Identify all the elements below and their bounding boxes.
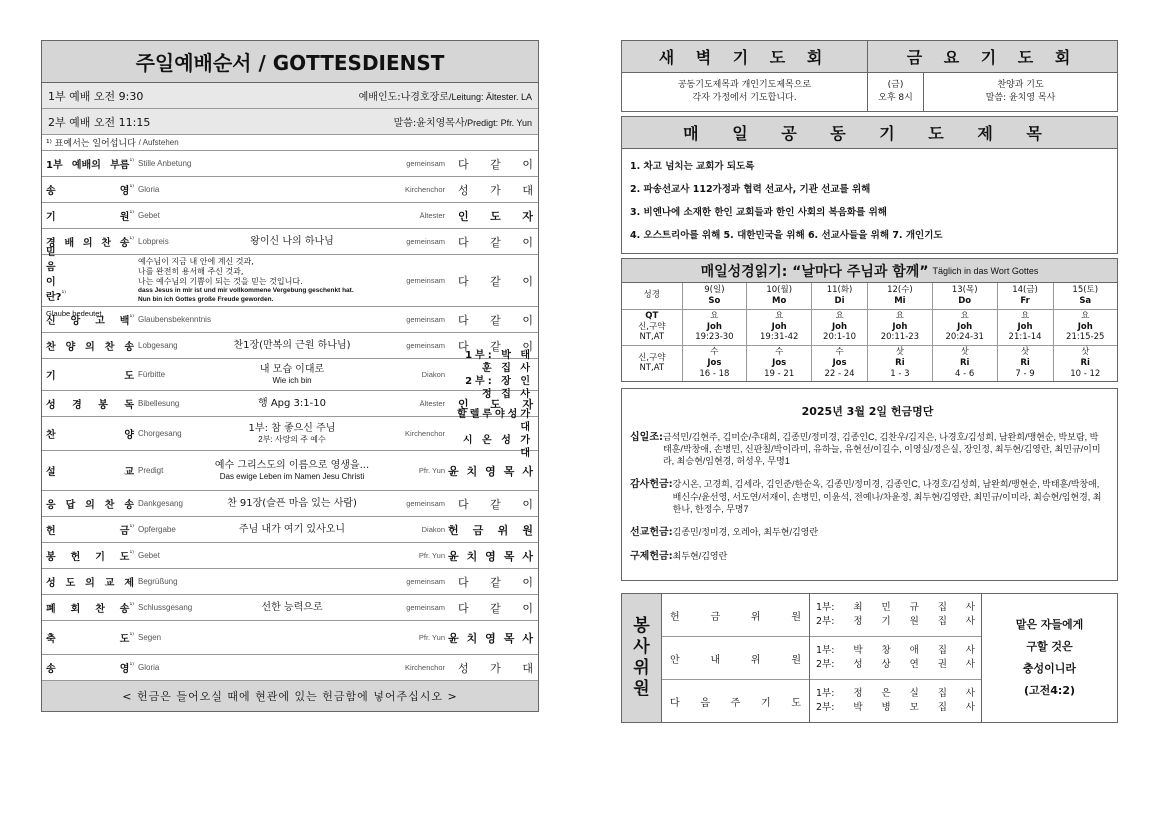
order-item-name: 송 영$^{^{1)}}$ (46, 183, 134, 197)
order-item-name: 성 경 봉 독 (46, 400, 134, 411)
order-row (42, 203, 538, 229)
service-2-time: 2부 예배 오전 11:15 (48, 115, 151, 129)
order-item-role: Pfr. Yun (418, 466, 445, 475)
order-item-role: gemeinsam (406, 577, 445, 586)
order-item-de: Dankgesang (138, 499, 183, 508)
order-row (42, 569, 538, 595)
order-item-performer: 인 도 자 (458, 397, 533, 411)
order-item-content: 주님 내가 여기 있사오니 (238, 523, 346, 535)
reading-head: 성경 (622, 283, 682, 309)
order-item-name: 기 도 (46, 371, 134, 382)
order-item-role: Ältester (419, 399, 445, 408)
order-item-role: gemeinsam (406, 341, 445, 350)
daily-prayer-title: 매 일 공 동 기 도 제 목 (622, 117, 1117, 149)
order-item-name: 설 교 (46, 467, 134, 478)
service-1-header (42, 83, 538, 109)
order-item-name: 찬 양 (46, 430, 134, 441)
order-item-performer: 다 같 이 (458, 339, 533, 353)
nt-cell: 수 Jos 16 - 18 (682, 345, 747, 381)
volunteer-group (810, 637, 981, 680)
order-item-performer: 윤 치 영 목 사 (448, 549, 533, 563)
faith-de-label: Glaube bedeutet, (46, 309, 104, 318)
order-item-performer: 성 가 대 (458, 183, 533, 197)
order-item-name: 신 앙 고 백$^{^{1)}}$ (46, 313, 134, 327)
order-item-de: Segen (138, 633, 162, 642)
order-item-name: 성 도 의 교 제 (46, 578, 134, 589)
thanks-row: 감사헌금: 강시온, 고경희, 김세라, 김인준/한순옥, 김종민/정미경, 김종인C, 나경호/김성희, 남완희/맹현순, 박태훈/박창애, 배신수/윤선영, 서도연/서재이, 손병민, 이윤석, 전예나/차윤정, 최두현/김영란, 최민규/이미라, 최승현/임현경, 최한나, 한정수, 무명7 (630, 479, 1102, 514)
order-item-name: 축 도$^{^{1)}}$ (46, 631, 134, 645)
order-item-performer: 윤 치 영 목 사 (448, 631, 533, 645)
reading-day: 15(토) Sa (1053, 283, 1117, 309)
verse-line: 충성이니라 (1022, 662, 1077, 675)
order-item-role: Pfr. Yun (418, 551, 445, 560)
order-item-role: Ältester (419, 211, 445, 220)
order-item-de: Fürbitte (138, 370, 166, 379)
nt-cell: 삿 Ri 7 - 9 (997, 345, 1053, 381)
order-item-name: 찬 양 의 찬 송 (46, 342, 134, 353)
order-item-name: 1부 예배의 부름$^{^{1)}}$ (46, 157, 134, 171)
order-item-de: Schlussgesang (138, 603, 193, 612)
verse-line: 맡은 자들에게 (1015, 618, 1084, 631)
qt-cell: 요 Joh 20:24-31 (932, 309, 997, 345)
volunteer-role: 안 내 위 원 (662, 637, 809, 680)
order-item-content: 왕이신 나의 하나님 (250, 235, 334, 247)
offering-list (621, 388, 1118, 581)
order-item-role: Kirchenchor (404, 185, 445, 194)
order-item-performer: 헌 금 위 원 (448, 523, 533, 537)
offering-footer-note: < 헌금은 들어오실 때에 현관에 있는 헌금함에 넣어주십시오 > (42, 681, 538, 711)
volunteer-roles (662, 594, 810, 722)
order-item-name: 경 배 의 찬 송$^{^{1)}}$ (46, 235, 134, 249)
nt-cell: 삿 Ri 4 - 6 (932, 345, 997, 381)
order-item-content: 찬 91장(슬픈 마음 있는 사람) (227, 497, 357, 509)
prayer-item: 1. 차고 넘치는 교회가 되도록 (630, 161, 755, 172)
mission-row: 선교헌금: 김종민/정미경, 오레아, 최두현/김영란 (630, 526, 819, 538)
order-item-de: Bibellesung (138, 399, 180, 408)
order-item-performer: 1부: 박 태 훈 집 사 2부: 장 인 정 집 사 (465, 349, 533, 400)
order-item-de: Predigt (138, 466, 164, 475)
reading-title: 매일성경읽기: “날마다 주님과 함께” Täglich in das Wort Gottes (622, 259, 1117, 283)
volunteer-people (810, 594, 982, 722)
reading-day: 11(화) Di (812, 283, 868, 309)
order-row (42, 491, 538, 517)
volunteer-role: 헌 금 위 원 (662, 594, 809, 637)
volunteer-heading: 봉 사 위 원 (622, 594, 662, 722)
reading-day: 14(금) Fr (997, 283, 1053, 309)
order-item-performer: 할렐루야성가대 시 온 성 가 대 (457, 408, 533, 459)
nt-cell: 삿 Ri 1 - 3 (868, 345, 933, 381)
friday-prayer-desc: (금) 오후 8시 찬양과 기도 말씀: 윤치영 목사 (868, 73, 1117, 111)
order-item-performer: 다 같 이 (458, 575, 533, 589)
dawn-prayer-desc: 공동기도제목과 개인기도제목으로 각자 가정에서 기도합니다. (677, 79, 812, 103)
order-item-role: Kirchenchor (404, 663, 445, 672)
order-item-de: Lobgesang (138, 341, 178, 350)
qt-cell: 요 Joh 19:23-30 (682, 309, 747, 345)
order-item-role: Diakon (421, 525, 445, 534)
order-item-de: Gebet (138, 211, 160, 220)
order-item-content: 찬1장(만복의 근원 하나님) (233, 339, 351, 351)
prayer-item: 4. 오스트리아를 위해 5. 대한민국을 위해 6. 선교사들을 위해 7. 개인기도 (630, 230, 943, 241)
volunteer-person: 1부: 최 민 규 집 사 (816, 601, 975, 613)
service-2-preacher: 말씀:윤치영목사/Predigt: Pfr. Yun (393, 118, 532, 129)
order-row (42, 517, 538, 543)
order-item-name: 응 답 의 찬 송 (46, 500, 134, 511)
qt-cell: 요 Joh 20:1-10 (812, 309, 868, 345)
service-1-leader: 예배인도:나경호장로/Leitung: Ältester. LA (358, 92, 532, 103)
dawn-prayer-title: 새 벽 기 도 회 (622, 41, 867, 73)
volunteer-person: 2부: 정 기 원 집 사 (816, 616, 975, 627)
qt-cell: 요 Joh 19:31-42 (747, 309, 812, 345)
order-item-role: gemeinsam (406, 237, 445, 246)
bible-verse (982, 594, 1117, 722)
volunteer-person: 2부: 박 병 모 집 사 (816, 702, 975, 713)
nt-cell: 수 Jos 22 - 24 (812, 345, 868, 381)
order-item-de: Gloria (138, 663, 160, 672)
reading-day: 13(목) Do (932, 283, 997, 309)
order-item-content: 선한 능력으로 (261, 601, 323, 613)
order-item-de: Gebet (138, 551, 160, 560)
order-item-performer: 성 가 대 (458, 661, 533, 675)
order-item-name: 송 영$^{^{1)}}$ (46, 661, 134, 675)
friday-prayer (868, 41, 1117, 111)
order-item-performer: 다 같 이 (458, 235, 533, 249)
order-row (42, 151, 538, 177)
order-row (42, 543, 538, 569)
prayer-items (622, 149, 1117, 253)
worship-order-panel (41, 40, 539, 712)
order-item-role: Kirchenchor (404, 429, 445, 438)
service-2-header (42, 109, 538, 135)
order-item-name: 봉 헌 기 도$^{^{1)}}$ (46, 549, 134, 563)
order-list (42, 151, 538, 681)
order-row (42, 595, 538, 621)
volunteer-person: 2부: 성 상 연 권 사 (816, 659, 975, 670)
qt-cell: 요 Joh 21:1-14 (997, 309, 1053, 345)
order-item-de: Stille Anbetung (138, 159, 192, 168)
volunteer-role: 다 음 주 기 도 (670, 697, 801, 709)
relief-row: 구제헌금: 최두현/김영란 (630, 551, 728, 563)
order-row (42, 655, 538, 681)
order-item-de: Gloria (138, 185, 160, 194)
order-item-name: 헌 금$^{^{1)}}$ (46, 523, 134, 537)
reading-day: 12(수) Mi (868, 283, 933, 309)
friday-prayer-title: 금 요 기 도 회 (868, 41, 1117, 73)
info-panel (621, 40, 1118, 723)
reading-table (622, 283, 1117, 381)
order-item-performer: 인 도 자 (458, 209, 533, 223)
order-row (42, 621, 538, 655)
order-item-de: Glaubensbekenntnis (138, 315, 211, 324)
order-item-de: Begrüßung (138, 577, 178, 586)
order-item-role: gemeinsam (406, 603, 445, 612)
prayer-item: 2. 파송선교사 112가정과 협력 선교사, 기관 선교를 위해 (630, 184, 871, 195)
order-item-performer: 다 같 이 (458, 497, 533, 511)
verse-line: (고전4:2) (1023, 684, 1075, 697)
faith-text: 예수님이 지금 내 안에 계신 것과, 나를 완전히 용서해 주신 것과, 나는 예수님의 기쁨이 되는 것을 믿는 것입니다. dass Jesus in mir ist und mir vollkommene Vergebung geschenkt hat. Nun bin ich Gottes große Freude geworden. (138, 257, 354, 303)
qt-cell: 요 Joh 21:15-25 (1053, 309, 1117, 345)
order-item-content: 예수 그리스도의 이름으로 영생을... Das ewige Leben im Namen Jesu Christi (214, 459, 370, 481)
stand-note: ¹⁾ 표예서는 일어섭니다 / Aufstehen (42, 135, 538, 151)
order-item-name: 폐 회 찬 송$^{^{1)}}$ (46, 601, 134, 615)
order-row (42, 349, 538, 400)
volunteer-group (810, 594, 981, 637)
order-item-performer: 다 같 이 (458, 313, 533, 327)
reading-day: 9(일) So (682, 283, 747, 309)
order-item-role: gemeinsam (406, 276, 445, 285)
order-item-de: Chorgesang (138, 429, 182, 438)
daily-prayer-topics (621, 116, 1118, 254)
order-item-role: gemeinsam (406, 499, 445, 508)
nt-label: 신,구약 NT,AT (622, 345, 682, 381)
order-row (42, 177, 538, 203)
volunteer-group (810, 680, 981, 722)
order-item-de: Opfergabe (138, 525, 176, 534)
order-item-content: 1부: 참 좋으신 주님 2부: 사랑의 주 예수 (248, 422, 336, 444)
order-item-performer: 다 같 이 (458, 274, 533, 288)
order-item-role: gemeinsam (406, 315, 445, 324)
order-item-role: Pfr. Yun (418, 633, 445, 642)
prayer-item: 3. 비엔나에 소재한 한인 교회들과 한인 사회의 복음화를 위해 (630, 207, 887, 218)
verse-line: 구할 것은 (1026, 640, 1073, 653)
order-item-name: 믿 음 이 란?$^{^{1)}}$ Glaube bedeutet, (46, 247, 104, 318)
order-item-content: 행 Apg 3:1-10 (258, 397, 326, 409)
order-item-role: gemeinsam (406, 159, 445, 168)
service-1-time: 1부 예배 오전 9:30 (48, 89, 144, 103)
volunteer-person: 1부: 박 창 애 집 사 (816, 644, 975, 656)
tithe-row: 십일조: 금석민/김현주, 김미순/추대희, 김종민/정미경, 김종인C, 김찬우/김지은, 나경호/김성희, 남완희/맹현순, 박보람, 박태훈/박창애, 손병민, 신판칠/박이라미, 유하늘, 유현선/이길수, 이영실/정은실, 장인정, 최두현/김영란, 최민규/이미라, 최승현/임현경, 허성우, 무명1 (630, 432, 1101, 467)
order-item-performer: 다 같 이 (458, 157, 533, 171)
nt-cell: 수 Jos 19 - 21 (747, 345, 812, 381)
order-item-performer: 윤 치 영 목 사 (448, 464, 533, 478)
volunteer-person: 1부: 정 은 실 집 사 (816, 687, 975, 699)
dawn-prayer (622, 41, 868, 111)
order-row (42, 247, 538, 318)
prayer-meetings (621, 40, 1118, 112)
order-item-performer: 다 같 이 (458, 601, 533, 615)
qt-cell: 요 Joh 20:11-23 (868, 309, 933, 345)
nt-cell: 삿 Ri 10 - 12 (1070, 347, 1101, 379)
volunteer-committee (621, 593, 1118, 723)
order-item-name: 기 원$^{^{1)}}$ (46, 209, 134, 223)
page-title: 주일예배순서 / GOTTESDIENST (42, 41, 538, 83)
order-row (42, 408, 538, 459)
faith-block (136, 257, 390, 303)
order-item-content: 내 모습 이대로 Wie ich bin (259, 363, 325, 385)
daily-bible-reading (621, 258, 1118, 382)
qt-label: QT 신,구약 NT,AT (622, 309, 682, 345)
order-item-role: Diakon (421, 370, 445, 379)
offering-title: 2025년 3월 2일 헌금명단 (801, 405, 934, 418)
reading-day: 10(월) Mo (747, 283, 812, 309)
order-item-de: Lobpreis (138, 237, 169, 246)
